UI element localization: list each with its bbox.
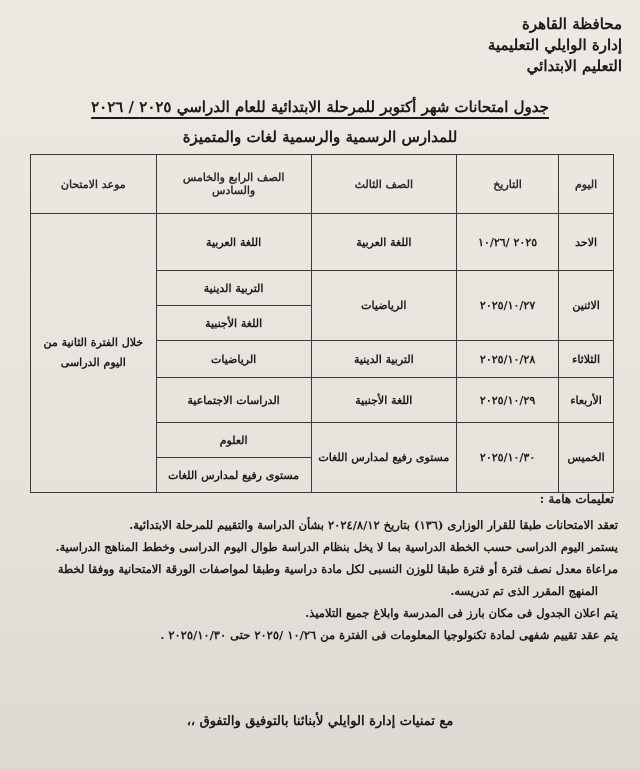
date-cell: ٢٠٢٥/١٠/٢٨ — [456, 341, 558, 378]
governorate-name: محافظة القاهرة — [522, 15, 622, 33]
grade456-subject-cell: اللغة العربية — [156, 214, 311, 271]
date-cell: ٢٠٢٥/١٠/٣٠ — [456, 423, 558, 493]
table-row — [31, 214, 614, 271]
table-header-row — [31, 155, 614, 214]
exam-period-cell: خلال الفترة الثانية من اليوم الدراسى — [31, 214, 157, 493]
grade456-subject-cell: الرياضيات — [156, 341, 311, 378]
header-grade456: الصف الرابع والخامس والسادس — [156, 155, 311, 214]
grade456-subject-cell: العلوم — [156, 423, 311, 458]
document-subtitle: للمدارس الرسمية والرسمية لغات والمتميزة — [182, 128, 458, 146]
grade456-subject-cell: الدراسات الاجتماعية — [156, 378, 311, 423]
grade3-subject-cell: التربية الدينية — [311, 341, 456, 378]
instruction-line: يتم عقد تقييم شفهى لمادة تكنولوجيا المعلومات فى الفترة من ١٠/٢٦ /٢٠٢٥ حتى ٢٠٢٥/١٠/٣٠ . — [160, 628, 618, 642]
administration-name: إدارة الوايلي التعليمية — [487, 36, 622, 54]
exam-schedule-table — [30, 154, 614, 493]
grade3-subject-cell: الرياضيات — [311, 271, 456, 341]
date-cell: ٢٠٢٥ /١٠/٢٦ — [456, 214, 558, 271]
stage-name: التعليم الابتدائي — [526, 57, 622, 75]
header-day: اليوم — [559, 155, 614, 214]
instruction-line: تعقد الامتحانات طبقا للقرار الوزارى (١٣٦) بتاريخ ٢٠٢٤/٨/١٢ بشأن الدراسة والتقييم للمرحلة الابتدائية. — [129, 518, 618, 532]
grade456-subject-cell: مستوى رفيع لمدارس اللغات — [156, 458, 311, 493]
grade3-subject-cell: اللغة الأجنبية — [311, 378, 456, 423]
day-cell: الأربعاء — [559, 378, 614, 423]
header-period: موعد الامتحان — [31, 155, 157, 214]
grade3-subject-cell: اللغة العربية — [311, 214, 456, 271]
day-cell: الثلاثاء — [559, 341, 614, 378]
header-grade3: الصف الثالث — [311, 155, 456, 214]
instruction-line: مراعاة معدل نصف فترة أو فترة طبقا للوزن النسبى لكل مادة دراسية وطبقا لمواصفات الورقة الامتحانية ووفقا لخطة — [57, 562, 618, 576]
document-title: جدول امتحانات شهر أكتوبر للمرحلة الابتدائية للعام الدراسي ٢٠٢٥ / ٢٠٢٦ — [91, 98, 549, 116]
day-cell: الاحد — [559, 214, 614, 271]
day-cell: الاثنين — [559, 271, 614, 341]
instructions-heading: تعليمات هامة : — [539, 492, 614, 506]
letterhead — [488, 14, 622, 77]
instructions-section — [14, 492, 618, 646]
instruction-line: يتم اعلان الجدول فى مكان بارز فى المدرسة وابلاغ جميع التلاميذ. — [305, 606, 618, 620]
header-date: التاريخ — [456, 155, 558, 214]
closing-wishes: مع تمنيات إدارة الوايلي لأبنائنا بالتوفيق والتفوق ،، — [186, 714, 454, 729]
instruction-line: المنهج المقرر الذى تم تدريسه. — [450, 584, 598, 598]
date-cell: ٢٠٢٥/١٠/٢٩ — [456, 378, 558, 423]
grade456-subject-cell: التربية الدينية — [156, 271, 311, 306]
day-cell: الخميس — [559, 423, 614, 493]
instruction-line: يستمر اليوم الدراسى حسب الخطة الدراسية بما لا يخل بنظام الدراسة طوال اليوم الدراسى وخطط المناهج الدراسية. — [55, 540, 618, 554]
date-cell: ٢٠٢٥/١٠/٢٧ — [456, 271, 558, 341]
grade456-subject-cell: اللغة الأجنبية — [156, 306, 311, 341]
grade3-subject-cell: مستوى رفيع لمدارس اللغات — [311, 423, 456, 493]
